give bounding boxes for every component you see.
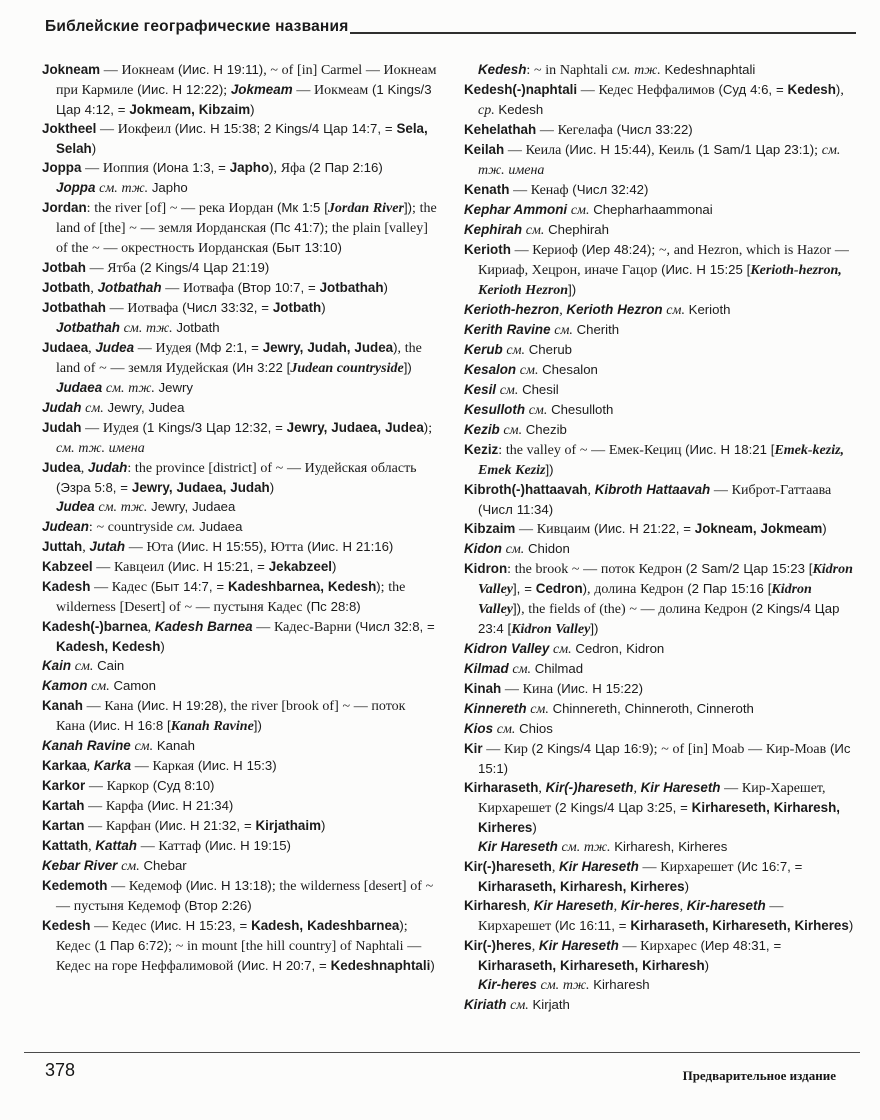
dictionary-entry: Joppa — Иоппия (Иона 1:3, = Japho), Яфа (2 Пар 2:16)	[42, 160, 383, 176]
dictionary-entry: Kir(-)heres, Kir Hareseth — Кирхарес (Иер 48:31, = Kirharaseth, Kirhareseth, Kirharesh)	[464, 938, 782, 973]
dictionary-entry: Kerub см. Cherub	[464, 342, 573, 358]
dictionary-entry: Kehelathah — Кегелафа (Числ 33:22)	[464, 122, 693, 138]
header-rule	[350, 32, 856, 34]
dictionary-entry: Karkaa, Karka — Каркая (Иис. Н 15:3)	[42, 758, 277, 774]
dictionary-entry: Jotbah — Ятба (2 Kings/4 Цар 21:19)	[42, 260, 270, 276]
dictionary-entry: Kain см. Cain	[42, 658, 125, 674]
dictionary-entry: Judaea, Judea — Иудея (Мф 2:1, = Jewry, Judah, Judea), the land of ~ — земля Иудейская (Ин 3:22 [Judean countryside])	[42, 340, 422, 376]
dictionary-entry: Jotbath, Jotbathah — Иотвафа (Втор 10:7, = Jotbathah)	[42, 280, 388, 296]
footer-rule	[24, 1052, 860, 1053]
page-number: 378	[45, 1060, 76, 1080]
dictionary-entry: Kir — Кир (2 Kings/4 Цар 16:9); ~ of [in] Moab — Кир-Моав (Ис 15:1)	[464, 741, 851, 776]
dictionary-entry: Kirharaseth, Kir(-)hareseth, Kir Hareseth — Кир-Харешет, Кирхарешет (2 Kings/4 Цар 3:25, = Kirhareseth, Kirharesh, Kirheres)	[464, 780, 840, 835]
dictionary-entry: Kerioth — Кериоф (Иер 48:24); ~, and Hezron, which is Hazor — Кириаф, Хецрон, иначе Гацор (Иис. Н 15:25 [Kerioth-hezron, Kerioth Hezron])	[464, 242, 849, 298]
dictionary-entry: Kamon см. Camon	[42, 678, 156, 694]
dictionary-entry: Kedemoth — Кедемоф (Иис. Н 13:18); the wilderness [desert] of ~ — пустыня Кедемоф (Втор 2:26)	[42, 878, 434, 914]
dictionary-entry: Kerioth-hezron, Kerioth Hezron см. Kerioth	[464, 302, 731, 318]
dictionary-entry: Keilah — Кеила (Иис. Н 15:44), Кеиль (1 Sam/1 Цар 23:1); см. тж. имена	[464, 142, 841, 178]
edition-note: Предварительное издание	[682, 1068, 836, 1083]
dictionary-column-right	[464, 60, 860, 1015]
dictionary-entry: Kidron Valley см. Cedron, Kidron	[464, 641, 665, 657]
dictionary-entry: Kephar Ammoni см. Chepharhaammonai	[464, 202, 713, 218]
dictionary-entry: Kir(-)hareseth, Kir Hareseth — Кирхарешет (Ис 16:7, = Kirharaseth, Kirharesh, Kirheres)	[464, 859, 803, 894]
dictionary-entry: Kir-heres см. тж. Kirharesh	[478, 977, 650, 993]
dictionary-entry: Judean: ~ countryside см. Judaea	[42, 519, 243, 535]
dictionary-entry: Kattath, Kattah — Каттаф (Иис. Н 19:15)	[42, 838, 291, 854]
dictionary-entry: Kibroth(-)hattaavah, Kibroth Hattaavah — Киброт-Гаттаава (Числ 11:34)	[464, 482, 832, 517]
dictionary-entry: Judah см. Jewry, Judea	[42, 400, 185, 416]
dictionary-entry: Juttah, Jutah — Юта (Иис. Н 15:55), Ютта (Иис. Н 21:16)	[42, 539, 394, 555]
dictionary-entry: Kidron: the brook ~ — поток Кедрон (2 Sam/2 Цар 15:23 [Kidron Valley], = Cedron), долина Кедрон (2 Пар 15:16 [Kidron Valley]), the fields of (the) ~ — долина Кедрон (2 Kings/4 Цар 23:4 [Kidron Valley])	[464, 561, 853, 637]
dictionary-entry: Kartah — Карфа (Иис. Н 21:34)	[42, 798, 234, 814]
dictionary-entry: Kesil см. Chesil	[464, 382, 559, 398]
dictionary-entry: Kirharesh, Kir Hareseth, Kir-heres, Kir-hareseth — Кирхарешет (Ис 16:11, = Kirharaseth, Kirhareseth, Kirheres)	[464, 898, 854, 934]
dictionary-entry: Kerith Ravine см. Cherith	[464, 322, 620, 338]
dictionary-entry: Karkor — Каркор (Суд 8:10)	[42, 778, 215, 794]
dictionary-entry: Kabzeel — Кавцеил (Иис. Н 15:21, = Jekabzeel)	[42, 559, 337, 575]
dictionary-entry: Kebar River см. Chebar	[42, 858, 187, 874]
dictionary-entry: Jotbathah — Иотвафа (Числ 33:32, = Jotbath)	[42, 300, 326, 316]
dictionary-entry: Kephirah см. Chephirah	[464, 222, 609, 238]
dictionary-entry: Jokneam — Иокнеам (Иис. Н 19:11), ~ of [in] Carmel — Иокнеам при Кармиле (Иис. Н 12:22); Jokmeam — Иокмеам (1 Kings/3 Цар 4:12, = Jokmeam, Kibzaim)	[42, 62, 437, 117]
dictionary-entry: Jotbathah см. тж. Jotbath	[56, 320, 220, 336]
dictionary-entry: Kinah — Кина (Иис. Н 15:22)	[464, 681, 643, 697]
dictionary-entry: Kibzaim — Кивцаим (Иис. Н 21:22, = Jokneam, Jokmeam)	[464, 521, 827, 537]
dictionary-entry: Kiriath см. Kirjath	[464, 997, 570, 1013]
dictionary-columns	[42, 60, 860, 1015]
dictionary-entry: Kartan — Карфан (Иис. Н 21:32, = Kirjathaim)	[42, 818, 326, 834]
dictionary-entry: Kesalon см. Chesalon	[464, 362, 598, 378]
page-header	[45, 18, 856, 35]
dictionary-entry: Kedesh(-)naphtali — Кедес Неффалимов (Суд 4:6, = Kedesh), ср. Kedesh	[464, 82, 844, 118]
dictionary-entry: Jordan: the river [of] ~ — река Иордан (Мк 1:5 [Jordan River]); the land of [the] ~ — земля Иорданская (Пс 41:7); the plain [valley] of the ~ — окрестность Иорданская (Быт 13:10)	[42, 200, 437, 256]
dictionary-entry: Joppa см. тж. Japho	[56, 180, 188, 196]
dictionary-entry: Kidon см. Chidon	[464, 541, 570, 557]
dictionary-entry: Kezib см. Chezib	[464, 422, 567, 438]
dictionary-entry: Kilmad см. Chilmad	[464, 661, 584, 677]
dictionary-entry: Judah — Иудея (1 Kings/3 Цар 12:32, = Jewry, Judaea, Judea); см. тж. имена	[42, 420, 433, 456]
dictionary-entry: Kanah Ravine см. Kanah	[42, 738, 195, 754]
page-header-title: Библейские географические названия	[45, 18, 349, 35]
dictionary-entry: Kios см. Chios	[464, 721, 553, 737]
dictionary-entry: Joktheel — Иокфеил (Иис. Н 15:38; 2 Kings/4 Цар 14:7, = Sela, Selah)	[42, 121, 428, 156]
dictionary-entry: Kedesh — Кедес (Иис. Н 15:23, = Kadesh, Kadeshbarnea); Кедес (1 Пар 6:72); ~ in mount [the hill country] of Naphtali — Кедес на горе Неффалимовой (Иис. Н 20:7, = Kedeshnaphtali)	[42, 918, 435, 974]
dictionary-entry: Judea см. тж. Jewry, Judaea	[56, 499, 236, 515]
dictionary-entry: Keziz: the valley of ~ — Емек-Кециц (Иис. Н 18:21 [Emek-keziz, Emek Keziz])	[464, 442, 845, 478]
dictionary-entry: Kinnereth см. Chinnereth, Chinneroth, Cinneroth	[464, 701, 754, 717]
dictionary-entry: Kenath — Кенаф (Числ 32:42)	[464, 182, 649, 198]
dictionary-entry: Kadesh(-)barnea, Kadesh Barnea — Кадес-Варни (Числ 32:8, = Kadesh, Kedesh)	[42, 619, 435, 654]
dictionary-entry: Kir Hareseth см. тж. Kirharesh, Kirheres	[478, 839, 728, 855]
dictionary-entry: Judea, Judah: the province [district] of ~ — Иудейская область (Эзра 5:8, = Jewry, Judaea, Judah)	[42, 460, 417, 495]
dictionary-entry: Kadesh — Кадес (Быт 14:7, = Kadeshbarnea, Kedesh); the wilderness [Desert] of ~ — пустыня Кадес (Пс 28:8)	[42, 579, 406, 615]
dictionary-entry: Kesulloth см. Chesulloth	[464, 402, 614, 418]
dictionary-entry: Kanah — Кана (Иис. Н 19:28), the river [brook of] ~ — поток Кана (Иис. Н 16:8 [Kanah Ravine])	[42, 698, 406, 734]
dictionary-entry: Judaea см. тж. Jewry	[56, 380, 193, 396]
dictionary-column-left	[42, 60, 438, 1015]
dictionary-entry: Kedesh: ~ in Naphtali см. тж. Kedeshnaphtali	[478, 62, 756, 78]
